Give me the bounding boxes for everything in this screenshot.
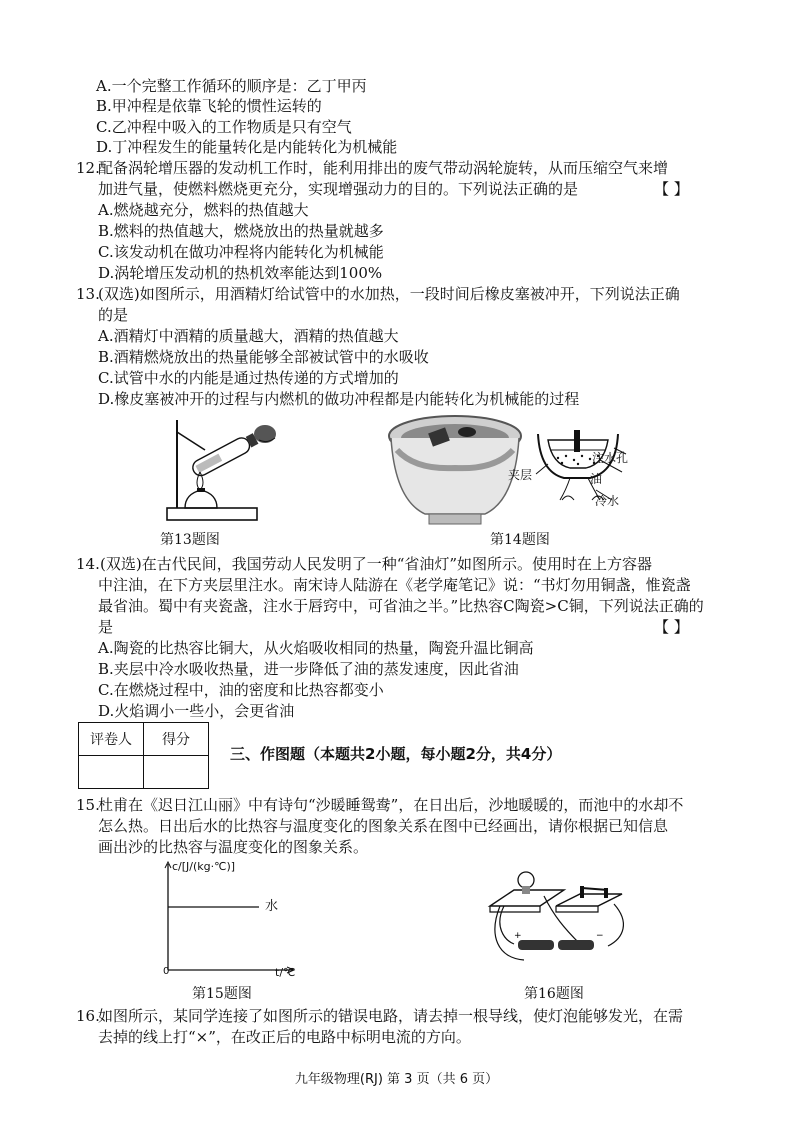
- figure-13-test-tube-illustration: [155, 412, 295, 527]
- figure-15-caption: 第15题图: [192, 986, 252, 1002]
- figure-15-graph: [155, 858, 305, 978]
- graph-water-label: 水: [265, 899, 279, 914]
- figure-16-circuit: [484, 866, 634, 972]
- q12-option-d: D.涡轮增压发动机的热机效率能达到100%: [98, 264, 383, 282]
- q14-option-c: C.在燃烧过程中，油的密度和比热容都变小: [98, 681, 384, 699]
- figure-13-caption: 第13题图: [160, 532, 220, 548]
- q14-stem-line1: (双选)在古代民间，我国劳动人民发明了一种“省油灯”如图所示。使用时在上方容器: [100, 555, 653, 573]
- q13-stem-line2: 的是: [98, 306, 129, 324]
- q14-stem-line3: 最省油。蜀中有夹瓷盏，注水于唇窍中，可省油之半。”比热容C陶瓷>C铜，下列说法正确的: [98, 597, 704, 615]
- label-interlayer: 夹层: [508, 468, 533, 482]
- page-footer: 九年级物理(RJ) 第 3 页（共 6 页）: [294, 1072, 499, 1087]
- q12-stem-line1: 配备涡轮增压器的发动机工作时，能利用排出的废气带动涡轮旋转，从而压缩空气来增: [98, 159, 669, 177]
- q14-answer-bracket: 【 】: [654, 618, 689, 636]
- q13-option-d: D.橡皮塞被冲开的过程与内燃机的做功冲程都是内能转化为机械能的过程: [98, 390, 580, 408]
- score-table-grader-cell[interactable]: [79, 756, 144, 789]
- q12-option-c: C.该发动机在做功冲程将内能转化为机械能: [98, 243, 384, 261]
- label-cold-water: 冷水: [595, 494, 620, 508]
- switch-base-board: [556, 894, 622, 906]
- q16-stem-line2: 去掉的线上打“×”，在改正后的电路中标明电流的方向。: [98, 1028, 471, 1046]
- q13-stem-line1: (双选)如图所示，用酒精灯给试管中的水加热，一段时间后橡皮塞被冲开，下列说法正确: [98, 285, 680, 303]
- q15-stem-line1: 杜甫在《迟日江山丽》中有诗句“沙暖睡鸳鸯”，在日出后，沙地暖暖的，而池中的水却不: [98, 796, 684, 814]
- figure-14-oil-lamp-photo: [385, 410, 525, 528]
- graph-y-axis-label: c/[J/(kg·℃)]: [172, 860, 236, 873]
- q12-answer-bracket: 【 】: [654, 180, 689, 198]
- score-table-score-header: 得分: [144, 723, 209, 756]
- q12-number: 12.: [76, 159, 100, 177]
- svg-text:−: −: [596, 931, 604, 941]
- q13-number: 13.: [76, 285, 100, 303]
- section-3-heading: 三、作图题（本题共2小题，每小题2分，共4分）: [230, 745, 562, 763]
- figure-14-lamp-cross-section: [530, 428, 638, 513]
- score-table-grader-header: 评卷人: [79, 723, 144, 756]
- graph-origin-label: 0: [163, 966, 170, 977]
- q11-option-c: C.乙冲程中吸入的工作物质是只有空气: [96, 118, 352, 136]
- q11-option-d: D.丁冲程发生的能量转化是内能转化为机械能: [96, 138, 398, 156]
- q13-option-c: C.试管中水的内能是通过热传递的方式增加的: [98, 369, 399, 387]
- q12-option-a: A.燃烧越充分，燃料的热值越大: [98, 201, 309, 219]
- q11-option-a: A.一个完整工作循环的顺序是：乙丁甲丙: [96, 77, 367, 95]
- label-oil: 油: [590, 472, 603, 486]
- q14-option-a: A.陶瓷的比热容比铜大，从火焰吸收相同的热量，陶瓷升温比铜高: [98, 639, 534, 657]
- q15-stem-line3: 画出沙的比热容与温度变化的图象关系。: [98, 838, 369, 856]
- q11-option-b: B.甲冲程是依靠飞轮的惯性运转的: [96, 97, 322, 115]
- label-water-inlet-hole: 注水孔: [592, 451, 629, 465]
- q15-stem-line2: 怎么热。日出后水的比热容与温度变化的图象关系在图中已经画出，请你根据已知信息: [98, 817, 669, 835]
- q14-option-d: D.火焰调小一些小，会更省油: [98, 702, 295, 720]
- q12-stem-line2: 加进气量，使燃料燃烧更充分，实现增强动力的目的。下列说法正确的是: [98, 180, 579, 198]
- q13-option-a: A.酒精灯中酒精的质量越大，酒精的热值越大: [98, 327, 399, 345]
- figure-16-caption: 第16题图: [524, 986, 584, 1002]
- battery-icon: [518, 940, 554, 950]
- score-table-score-cell[interactable]: [144, 756, 209, 789]
- q13-option-b: B.酒精燃烧放出的热量能够全部被试管中的水吸收: [98, 348, 429, 366]
- q15-number: 15.: [76, 796, 100, 814]
- q14-stem-line4: 是: [98, 618, 114, 636]
- bulb-icon: [518, 872, 534, 888]
- q14-option-b: B.夹层中冷水吸收热量，进一步降低了油的蒸发速度，因此省油: [98, 660, 519, 678]
- graph-x-axis-label: t/℃: [275, 966, 296, 979]
- q12-option-b: B.燃料的热值越大，燃烧放出的热量就越多: [98, 222, 384, 240]
- figure-14-caption: 第14题图: [490, 532, 550, 548]
- q14-number: 14.: [76, 555, 100, 573]
- q16-number: 16.: [76, 1007, 100, 1025]
- svg-text:+: +: [514, 931, 522, 941]
- score-table: [78, 722, 209, 789]
- q16-stem-line1: 如图所示，某同学连接了如图所示的错误电路，请去掉一根导线，使灯泡能够发光，在需: [98, 1007, 684, 1025]
- q14-stem-line2: 中注油，在下方夹层里注水。南宋诗人陆游在《老学庵笔记》说：“书灯勿用铜盏，惟瓷盏: [98, 576, 691, 594]
